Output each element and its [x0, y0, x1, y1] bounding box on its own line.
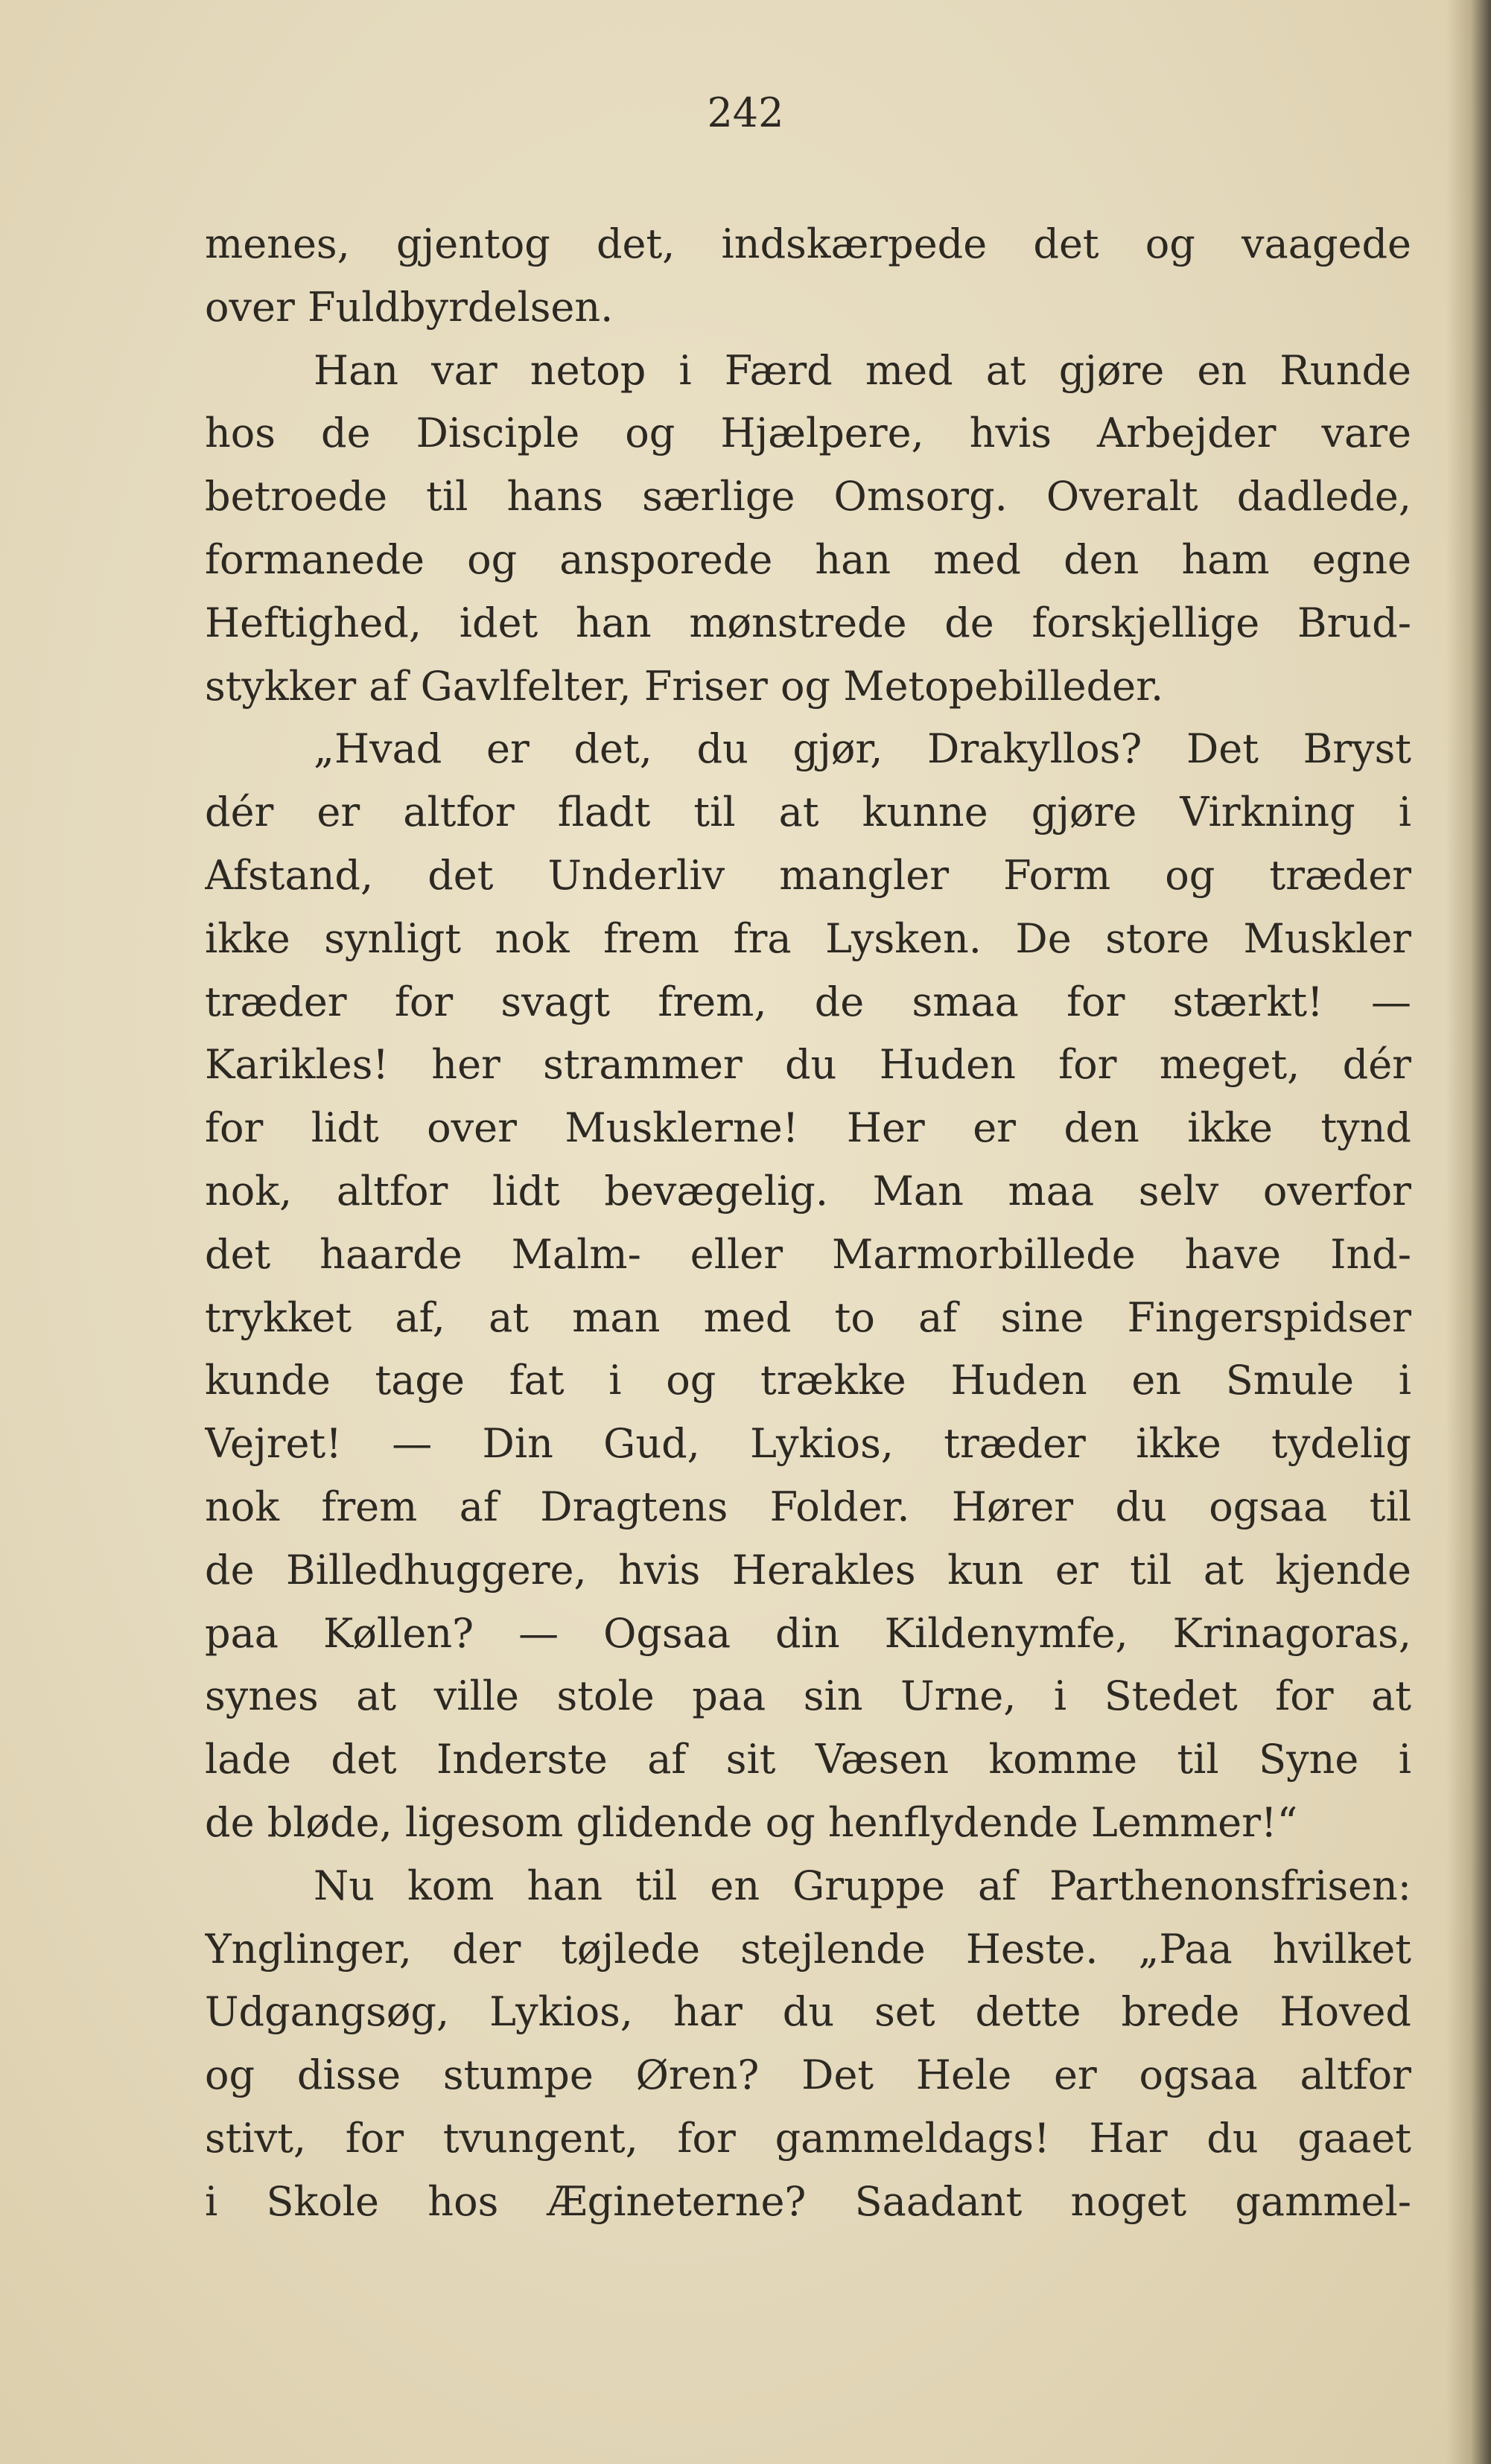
text-line: Han var netop i Færd med at gjøre en Runde	[314, 346, 1411, 394]
text-line: synes at ville stole paa sin Urne, i Stedet for at	[205, 1672, 1411, 1720]
text-line: stivt, for tvungent, for gammeldags! Har du gaaet	[205, 2114, 1411, 2162]
page-number: 242	[707, 89, 784, 136]
text-line: „Hvad er det, du gjør, Drakyllos? Det Bryst	[314, 725, 1411, 773]
text-line: paa Køllen? — Ogsaa din Kildenymfe, Krinagoras,	[205, 1609, 1411, 1657]
body-text	[205, 213, 1411, 2234]
text-line: Afstand, det Underliv mangler Form og træder	[205, 851, 1411, 899]
text-line: træder for svagt frem, de smaa for stærkt! —	[205, 978, 1411, 1025]
text-line: menes, gjentog det, indskærpede det og vaagede	[205, 220, 1411, 267]
text-line: de Billedhuggere, hvis Herakles kun er til at kjende	[205, 1546, 1411, 1594]
text-line: det haarde Malm- eller Marmorbillede have Ind-	[205, 1230, 1411, 1278]
text-line: Udgangsøg, Lykios, har du set dette brede Hoved	[205, 1988, 1411, 2036]
text-line: i Skole hos Ægineterne? Saadant noget gammel-	[205, 2177, 1411, 2225]
text-line: Ynglinger, der tøjlede stejlende Heste. „Paa hvilket	[205, 1925, 1411, 1973]
text-line: trykket af, at man med to af sine Fingerspidser	[205, 1293, 1411, 1341]
text-line: formanede og ansporede han med den ham egne	[205, 535, 1411, 583]
text-line: nok frem af Dragtens Folder. Hører du ogsaa til	[205, 1483, 1411, 1530]
text-line: for lidt over Musklerne! Her er den ikke tynd	[205, 1104, 1411, 1152]
text-line: og disse stumpe Øren? Det Hele er ogsaa altfor	[205, 2051, 1411, 2099]
text-line: kunde tage fat i og trække Huden en Smule i	[205, 1357, 1411, 1404]
text-line: Nu kom han til en Gruppe af Parthenonsfrisen:	[314, 1862, 1411, 1909]
text-line: lade det Inderste af sit Væsen komme til Syne i	[205, 1736, 1411, 1783]
text-line: ikke synligt nok frem fra Lysken. De store Muskler	[205, 914, 1411, 962]
text-line: dér er altfor fladt til at kunne gjøre Virkning i	[205, 789, 1411, 836]
text-line: Heftighed, idet han mønstrede de forskjellige Brud-	[205, 599, 1411, 646]
text-line: hos de Disciple og Hjælpere, hvis Arbejder vare	[205, 410, 1411, 457]
text-line: nok, altfor lidt bevægelig. Man maa selv overfor	[205, 1167, 1411, 1215]
text-line: over Fuldbyrdelsen.	[205, 283, 614, 331]
page-edge-shadow	[1446, 0, 1491, 2464]
text-line: de bløde, ligesom glidende og henflydende Lemmer!“	[205, 1798, 1298, 1846]
text-line: betroede til hans særlige Omsorg. Overalt dadlede,	[205, 473, 1411, 521]
text-line: stykker af Gavlfelter, Friser og Metopebilleder.	[205, 662, 1164, 710]
text-line: Karikles! her strammer du Huden for meget, dér	[205, 1041, 1411, 1089]
text-line: Vejret! — Din Gud, Lykios, træder ikke tydelig	[205, 1420, 1411, 1468]
